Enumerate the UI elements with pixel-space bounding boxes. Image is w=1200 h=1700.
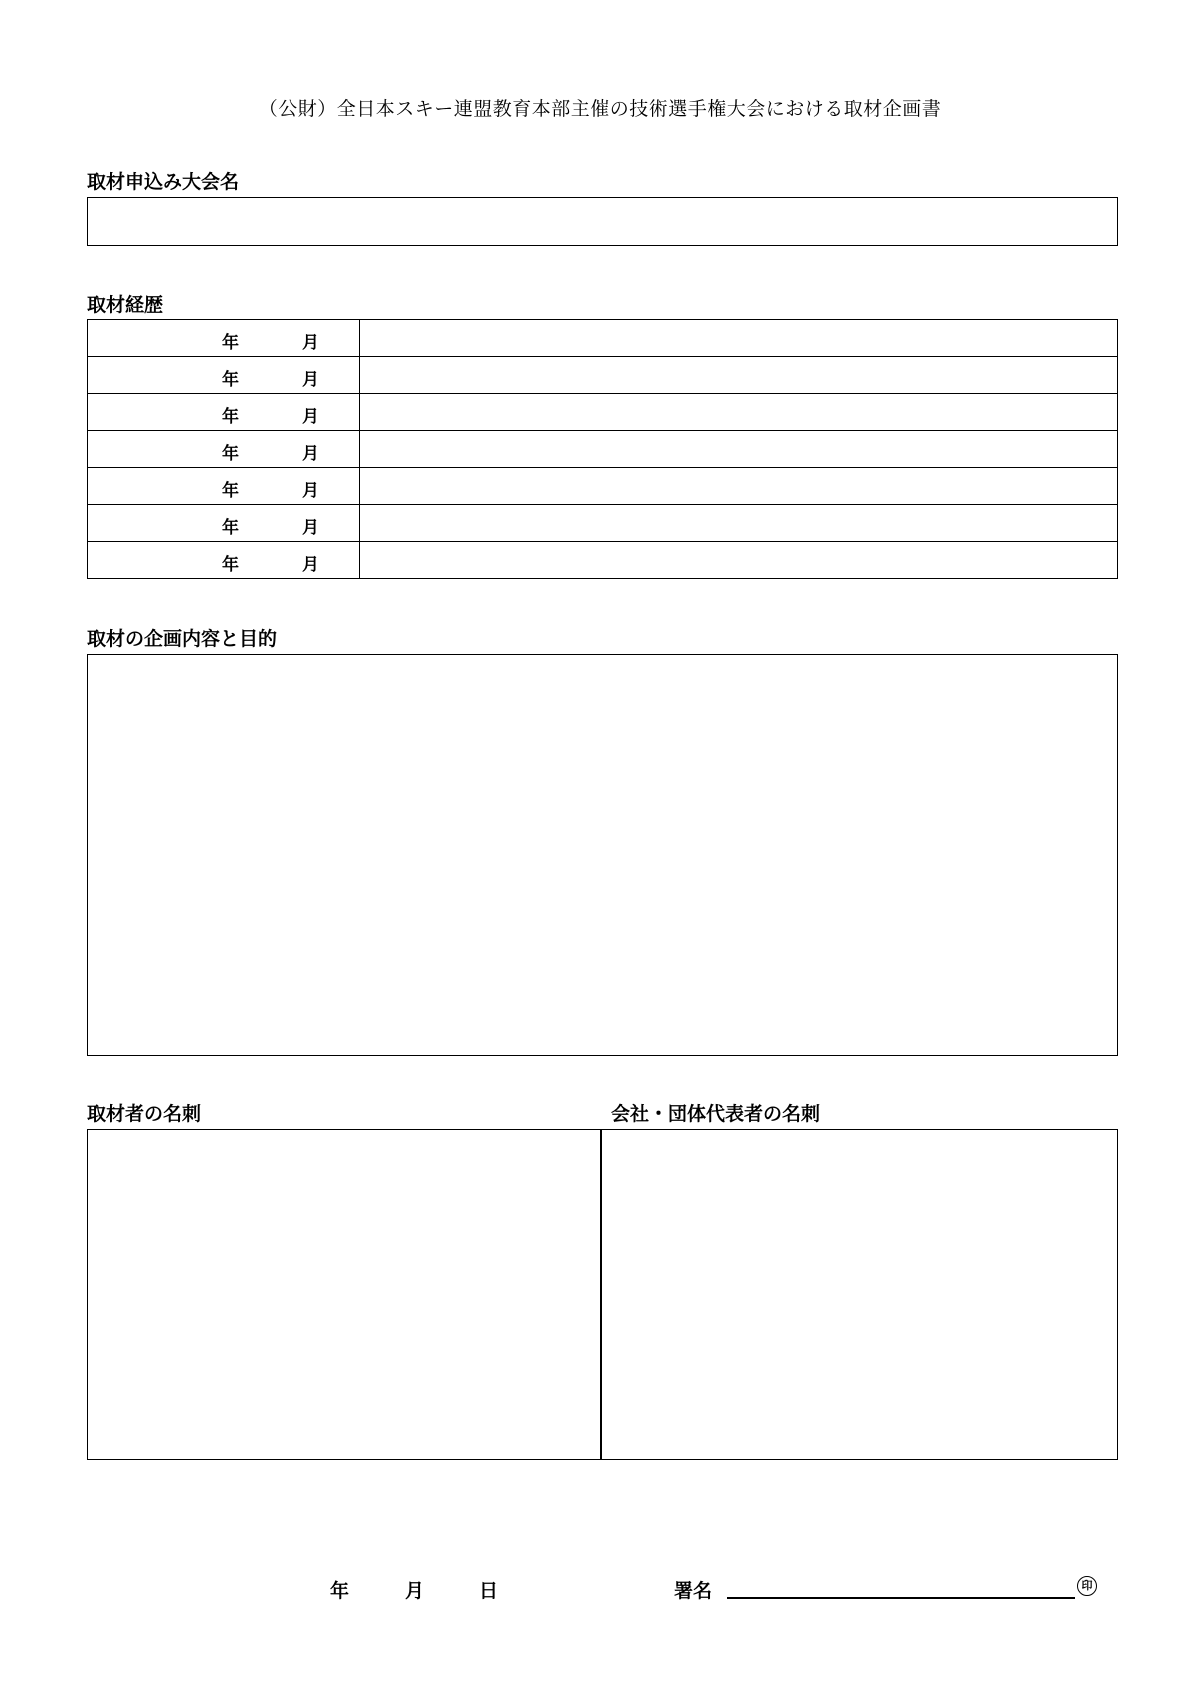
- company-card-label: 会社・団体代表者の名刺: [611, 1103, 821, 1125]
- history-row: [88, 468, 1118, 505]
- history-row: [88, 357, 1118, 394]
- year-label: 年: [222, 555, 239, 575]
- history-date-cell[interactable]: [88, 542, 360, 579]
- year-label: 年: [222, 481, 239, 501]
- history-row: [88, 320, 1118, 357]
- history-label: 取材経歴: [87, 294, 164, 316]
- footer-year-label: 年: [330, 1580, 350, 1602]
- signature-label: 署名: [674, 1580, 713, 1602]
- page-title: （公財）全日本スキー連盟教育本部主催の技術選手権大会における取材企画書: [258, 98, 942, 120]
- footer-month-label: 月: [405, 1580, 425, 1602]
- event-name-label: 取材申込み大会名: [87, 171, 240, 193]
- history-detail-cell[interactable]: [360, 542, 1118, 579]
- history-date-cell[interactable]: [88, 468, 360, 505]
- history-detail-cell[interactable]: [360, 320, 1118, 357]
- history-row: [88, 394, 1118, 431]
- event-name-field[interactable]: [87, 197, 1118, 246]
- history-detail-cell[interactable]: [360, 431, 1118, 468]
- card-divider: [600, 1130, 602, 1459]
- history-detail-cell[interactable]: [360, 357, 1118, 394]
- history-table: [87, 319, 1118, 579]
- history-date-cell[interactable]: [88, 431, 360, 468]
- reporter-card-label: 取材者の名刺: [87, 1103, 202, 1125]
- month-label: 月: [302, 444, 319, 464]
- footer-day-label: 日: [479, 1580, 499, 1602]
- history-detail-cell[interactable]: [360, 505, 1118, 542]
- history-date-cell[interactable]: [88, 320, 360, 357]
- history-row: [88, 431, 1118, 468]
- year-label: 年: [222, 370, 239, 390]
- history-detail-cell[interactable]: [360, 394, 1118, 431]
- history-date-cell[interactable]: [88, 394, 360, 431]
- month-label: 月: [302, 370, 319, 390]
- history-row: [88, 505, 1118, 542]
- year-label: 年: [222, 518, 239, 538]
- plan-label: 取材の企画内容と目的: [87, 628, 278, 650]
- month-label: 月: [302, 518, 319, 538]
- month-label: 月: [302, 481, 319, 501]
- year-label: 年: [222, 444, 239, 464]
- history-detail-cell[interactable]: [360, 468, 1118, 505]
- month-label: 月: [302, 333, 319, 353]
- business-card-area: [87, 1129, 1118, 1460]
- seal-icon: 印: [1077, 1576, 1097, 1596]
- history-row: [88, 542, 1118, 579]
- plan-field[interactable]: [87, 654, 1118, 1056]
- month-label: 月: [302, 555, 319, 575]
- year-label: 年: [222, 333, 239, 353]
- month-label: 月: [302, 407, 319, 427]
- year-label: 年: [222, 407, 239, 427]
- signature-line[interactable]: [727, 1597, 1075, 1599]
- history-date-cell[interactable]: [88, 357, 360, 394]
- history-date-cell[interactable]: [88, 505, 360, 542]
